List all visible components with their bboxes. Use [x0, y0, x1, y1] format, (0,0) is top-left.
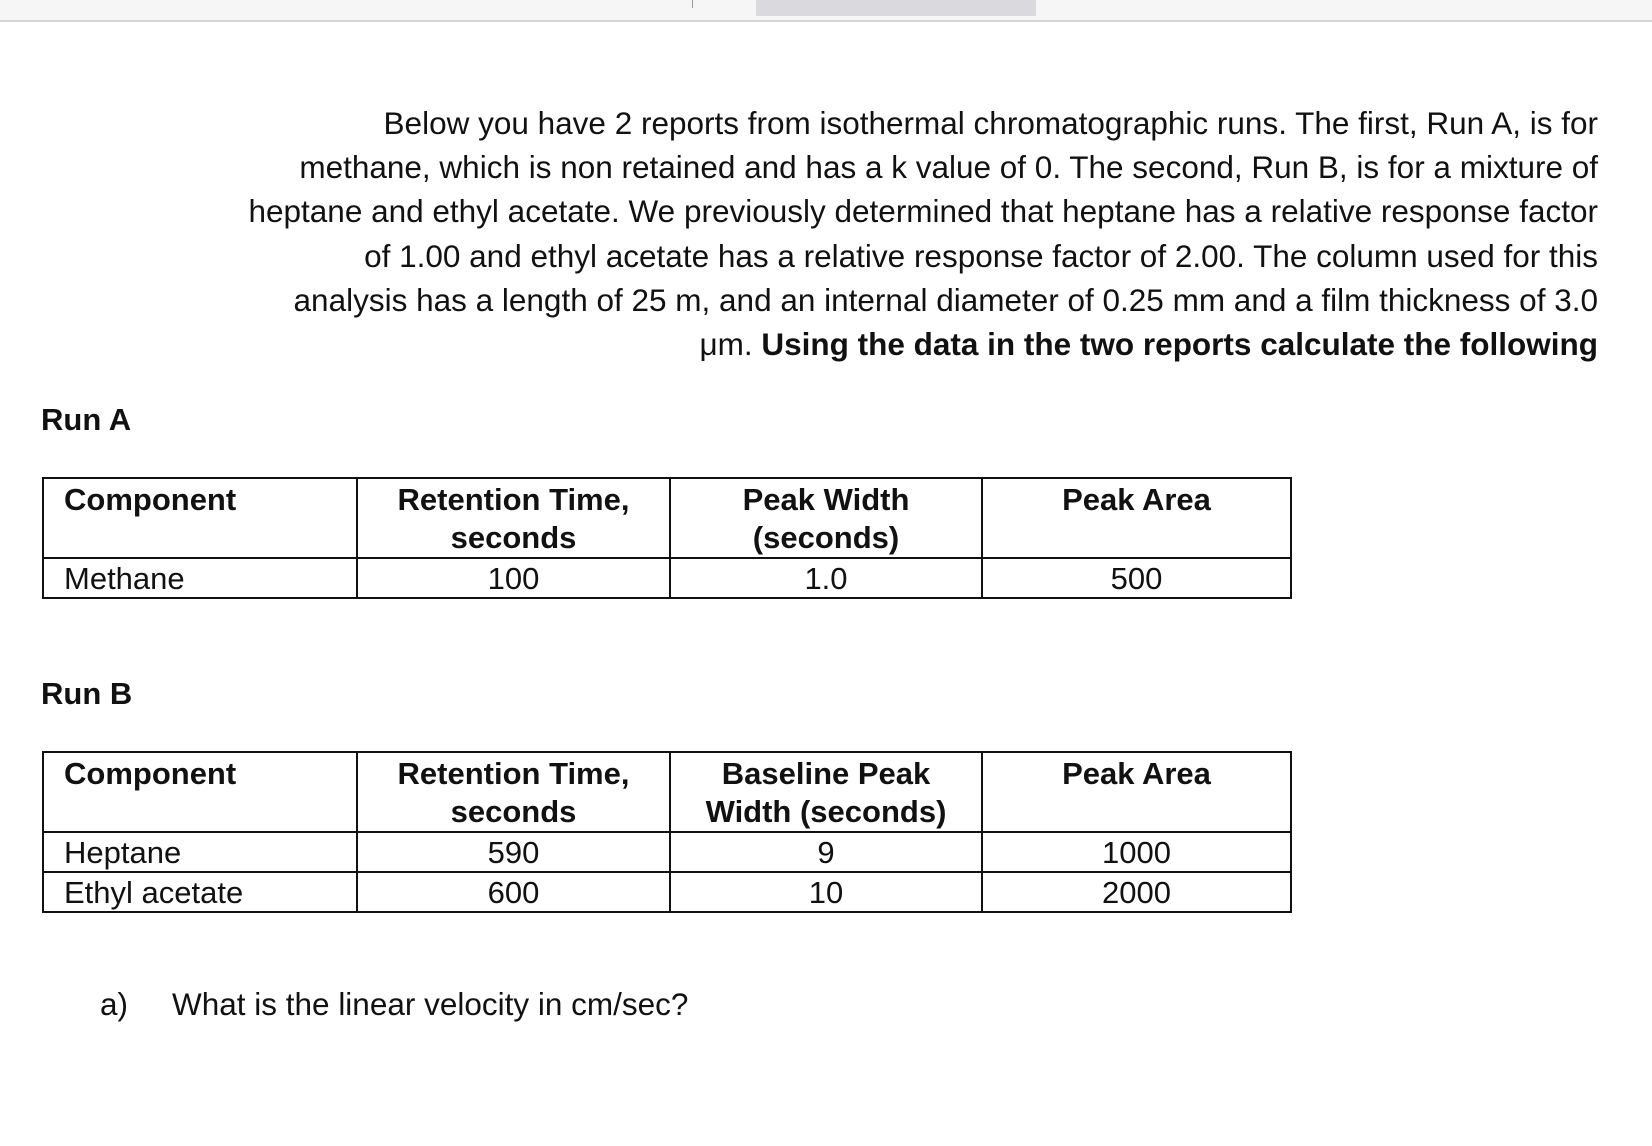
run-a-table — [42, 477, 1292, 599]
header-component: Component — [43, 752, 357, 832]
header-peak-area: Peak Area — [982, 478, 1291, 558]
header-baseline-peak-width: Baseline Peak Width (seconds) — [670, 752, 982, 832]
cell-baseline-peak-width: 9 — [670, 832, 982, 872]
cell-peak-width: 1.0 — [670, 558, 982, 598]
header-retention-time: Retention Time, seconds — [357, 478, 670, 558]
table-header-row — [43, 752, 1291, 832]
header-component: Component — [43, 478, 357, 558]
cell-component: Ethyl acetate — [43, 872, 357, 912]
run-b-heading: Run B — [41, 676, 133, 711]
cell-peak-area: 500 — [982, 558, 1291, 598]
run-a-heading: Run A — [41, 402, 132, 437]
table-row — [43, 832, 1291, 872]
cell-retention-time: 100 — [357, 558, 670, 598]
intro-paragraph — [150, 101, 1598, 366]
run-b-table — [42, 751, 1292, 913]
header-retention-time: Retention Time, seconds — [357, 752, 670, 832]
cell-component: Heptane — [43, 832, 357, 872]
table-row — [43, 872, 1291, 912]
intro-bold-text: Using the data in the two reports calculate the following — [761, 326, 1598, 363]
header-peak-area: Peak Area — [982, 752, 1291, 832]
table-row — [43, 558, 1291, 598]
question-text: What is the linear velocity in cm/sec? — [172, 986, 689, 1022]
cell-retention-time: 600 — [357, 872, 670, 912]
cell-peak-area: 1000 — [982, 832, 1291, 872]
intro-text: Below you have 2 reports from isothermal chromatographic runs. The first, Run A, is for methane, which is non retained and has a k value of 0. The second, Run B, is for a mixture of heptane and ethyl acetate. We previously determined that heptane has a relative response factor of 1.00 and ethyl acetate has a relative response factor of 2.00. The column used for this analysis has a length of 25 m, and an internal diameter of 0.25 mm and a film thickness of 3.0 μm. — [248, 105, 1598, 363]
question-a — [100, 986, 688, 1023]
table-header-row — [43, 478, 1291, 558]
cell-baseline-peak-width: 10 — [670, 872, 982, 912]
toolbar-divider — [692, 0, 693, 8]
top-toolbar-strip — [0, 0, 1652, 22]
cell-peak-area: 2000 — [982, 872, 1291, 912]
cell-component: Methane — [43, 558, 357, 598]
question-letter: a) — [100, 986, 129, 1022]
header-peak-width: Peak Width (seconds) — [670, 478, 982, 558]
toolbar-tab[interactable] — [756, 0, 1036, 16]
cell-retention-time: 590 — [357, 832, 670, 872]
